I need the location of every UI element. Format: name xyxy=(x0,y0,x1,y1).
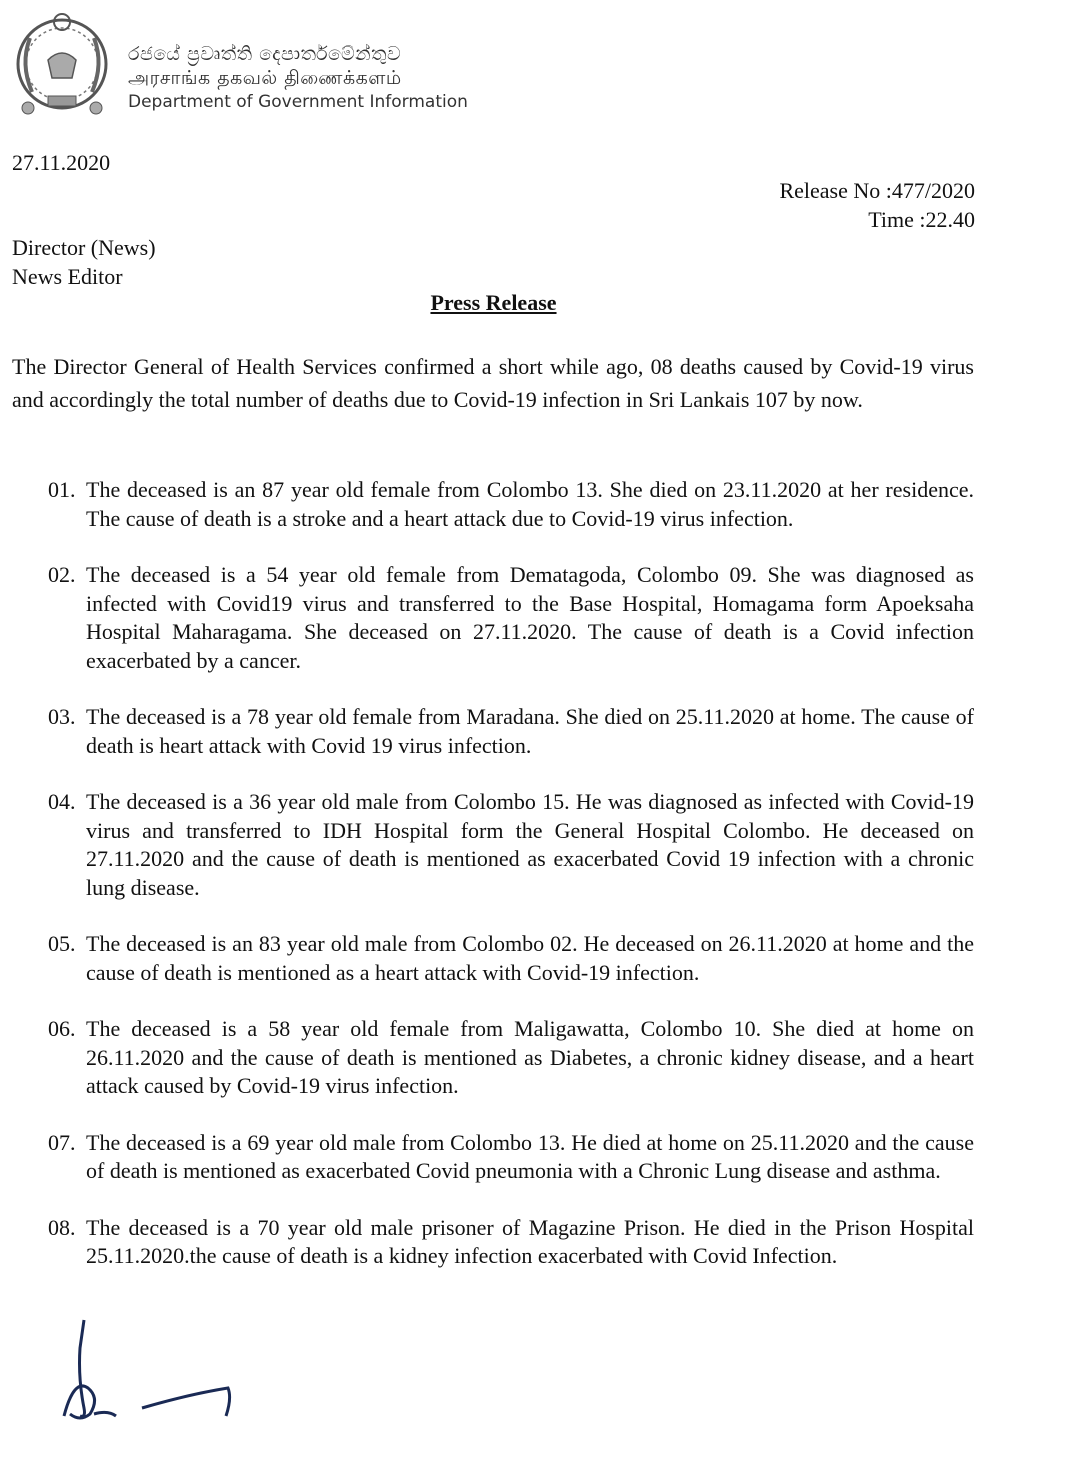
item-number: 02. xyxy=(48,562,76,587)
deaths-list xyxy=(48,476,974,1271)
item-number: 08. xyxy=(48,1214,76,1240)
item-number: 01. xyxy=(48,477,76,502)
letterhead xyxy=(10,8,490,120)
item-text: The deceased is a 78 year old female from Maradana. She died on 25.11.2020 at home. The cause of death is heart attack with Covid 19 virus infection. xyxy=(86,704,974,758)
release-time: Time :22.40 xyxy=(868,207,975,232)
sri-lanka-emblem-icon xyxy=(10,8,114,120)
list-item xyxy=(48,703,974,760)
item-number: 05. xyxy=(48,931,76,956)
list-item xyxy=(48,1129,974,1186)
dept-name-english: Department of Government Information xyxy=(128,92,468,112)
item-number: 07. xyxy=(48,1129,76,1155)
item-text: The deceased is a 69 year old male from Colombo 13. He died at home on 25.11.2020 and the cause of death is mentioned as exacerbated Covid pneumonia with a Chronic Lung disease and asthma. xyxy=(86,1129,974,1183)
signature-icon xyxy=(50,1318,250,1428)
item-text: The deceased is an 83 year old male from Colombo 02. He deceased on 26.11.2020 at home and the cause of death is mentioned as a heart attack with Covid-19 infection. xyxy=(86,931,974,985)
list-item xyxy=(48,788,974,902)
release-number: Release No :477/2020 xyxy=(779,178,975,203)
addressees xyxy=(12,233,156,291)
page-title: Press Release xyxy=(430,290,557,315)
list-item xyxy=(48,1015,974,1101)
addressee: Director (News) xyxy=(12,235,156,260)
dept-name-sinhala: රජයේ ප්‍රවෘත්ති දෙපාර්තමේන්තුව xyxy=(128,43,402,65)
list-item xyxy=(48,476,974,533)
item-number: 06. xyxy=(48,1016,76,1041)
list-item xyxy=(48,561,974,675)
release-date: 27.11.2020 xyxy=(12,150,111,175)
dept-name-tamil: அரசாங்க தகவல் திணைக்களம் xyxy=(128,67,402,89)
item-text: The deceased is a 58 year old female from Maligawatta, Colombo 10. She died at home on 26.11.2020 and the cause of death is mentioned as Diabetes, a chronic kidney disease, and a heart attack caused by Covid-19 virus infection. xyxy=(86,1016,974,1098)
item-text: The deceased is a 70 year old male prisoner of Magazine Prison. He died in the Prison Hospital 25.11.2020.the cause of death is a kidney infection exacerbated with Covid Infection. xyxy=(86,1214,974,1268)
item-text: The deceased is an 87 year old female from Colombo 13. She died on 23.11.2020 at her residence. The cause of death is a stroke and a heart attack due to Covid-19 virus infection. xyxy=(86,477,974,531)
list-item xyxy=(48,930,974,987)
item-number: 04. xyxy=(48,789,76,814)
department-name xyxy=(128,42,468,114)
item-text: The deceased is a 36 year old male from Colombo 15. He was diagnosed as infected with Covid-19 virus and transferred to IDH Hospital form the General Hospital Colombo. He deceased on 27.11.2020 and the cause of death is mentioned as exacerbated Covid 19 infection with a chronic lung disease. xyxy=(86,789,974,900)
list-item xyxy=(48,1214,974,1271)
item-number: 03. xyxy=(48,704,76,729)
addressee: News Editor xyxy=(12,264,123,289)
release-info xyxy=(779,176,975,234)
item-text: The deceased is a 54 year old female from Dematagoda, Colombo 09. She was diagnosed as infected with Covid19 virus and transferred to the Base Hospital, Homagama form Apoeksaha Hospital Maharagama. She deceased on 27.11.2020. The cause of death is a Covid infection exacerbated by a cancer. xyxy=(86,562,974,673)
intro-paragraph: The Director General of Health Services confirmed a short while ago, 08 deaths caused by Covid-19 virus and accordingly the total number of deaths due to Covid-19 infection in Sri Lankais 107 by now. xyxy=(12,354,974,412)
